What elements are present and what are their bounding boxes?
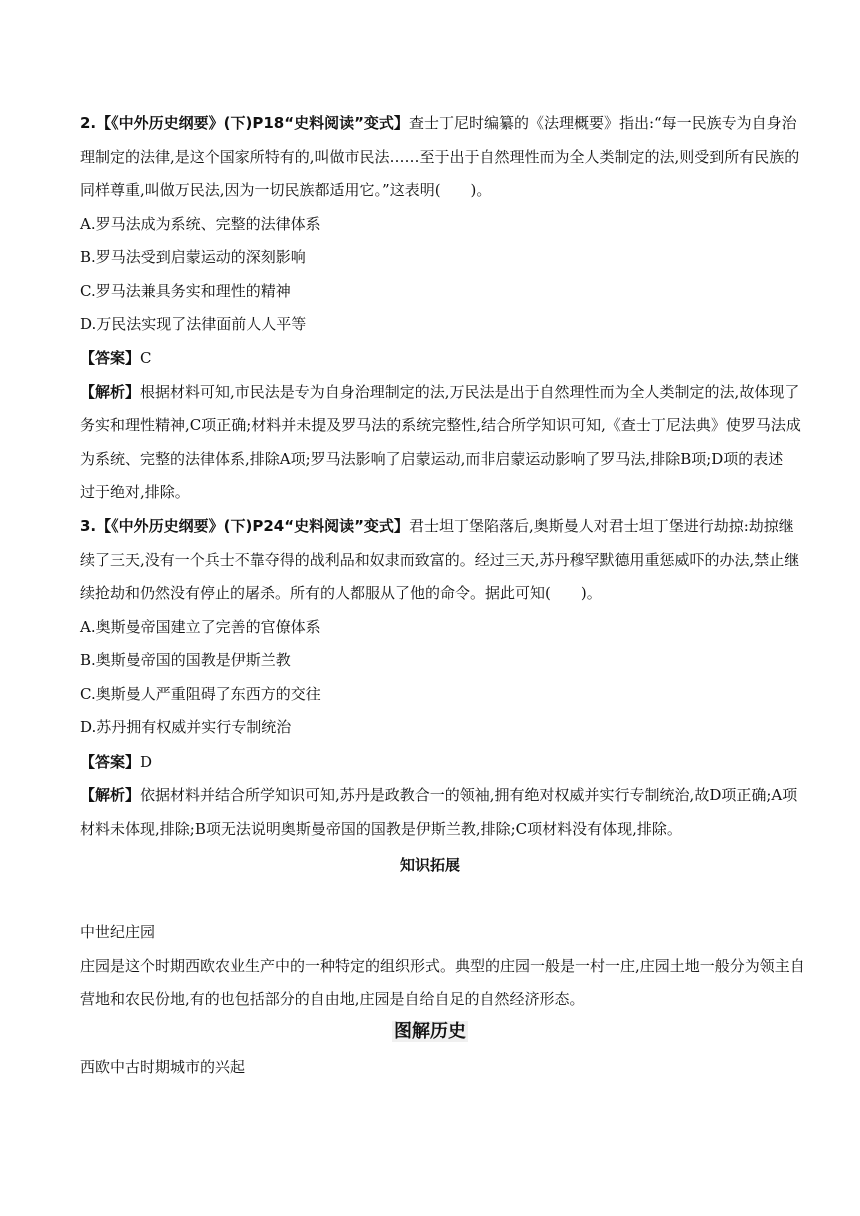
q3-option-b: B.奥斯曼帝国的国教是伊斯兰教 — [80, 651, 291, 669]
q2-analysis-line-4: 过于绝对,排除。 — [80, 483, 190, 501]
q2-option-b: B.罗马法受到启蒙运动的深刻影响 — [80, 248, 306, 266]
q3-option-d: D.苏丹拥有权威并实行专制统治 — [80, 718, 292, 736]
q2-answer — [80, 348, 152, 368]
answer-label: 【答案】 — [80, 349, 141, 367]
knowledge-body-line-2: 营地和农民份地,有的也包括部分的自由地,庄园是自给自足的自然经济形态。 — [80, 990, 585, 1008]
analysis-label: 【解析】 — [80, 786, 141, 804]
illustrated-topic: 西欧中古时期城市的兴起 — [80, 1058, 246, 1076]
q3-answer — [80, 752, 152, 772]
q3-option-a: A.奥斯曼帝国建立了完善的官僚体系 — [80, 618, 321, 636]
q3-stem-line-3: 续抢劫和仍然没有停止的屠杀。所有的人都服从了他的命令。据此可知( )。 — [80, 584, 602, 602]
q2-stem-line-1: 2.【《中外历史纲要》(下)P18“史料阅读”变式】查士丁尼时编纂的《法理概要》指出:“每一民族专为自身治 — [80, 114, 797, 132]
knowledge-body-line-1: 庄园是这个时期西欧农业生产中的一种特定的组织形式。典型的庄园一般是一村一庄,庄园土地一般分为领主自 — [80, 957, 805, 975]
q2-option-a: A.罗马法成为系统、完整的法律体系 — [80, 215, 321, 233]
answer-value: D — [140, 753, 153, 771]
analysis-label: 【解析】 — [80, 383, 141, 401]
q2-option-d: D.万民法实现了法律面前人人平等 — [80, 315, 307, 333]
illustrated-heading: 图解历史 — [394, 1021, 466, 1042]
answer-label: 【答案】 — [80, 753, 141, 771]
q2-stem-line-2: 理制定的法律,是这个国家所特有的,叫做市民法……至于出于自然理性而为全人类制定的法,则受到所有民族的 — [80, 148, 800, 166]
knowledge-topic: 中世纪庄园 — [80, 923, 156, 941]
q2-stem-line-3: 同样尊重,叫做万民法,因为一切民族都适用它。”这表明( )。 — [80, 181, 492, 199]
q3-stem-line-1: 3.【《中外历史纲要》(下)P24“史料阅读”变式】君士坦丁堡陷落后,奥斯曼人对君士坦丁堡进行劫掠:劫掠继 — [80, 517, 794, 535]
answer-value: C — [140, 349, 152, 367]
q3-reference: 3.【《中外历史纲要》(下)P24“史料阅读”变式】 — [80, 517, 409, 535]
knowledge-heading: 知识拓展 — [399, 856, 460, 874]
q2-analysis-line-1: 【解析】根据材料可知,市民法是专为自身治理制定的法,万民法是出于自然理性而为全人类制定的法,故体现了 — [80, 383, 800, 401]
q2-analysis-line-3: 为系统、完整的法律体系,排除A项;罗马法影响了启蒙运动,而非启蒙运动影响了罗马法,排除B项;D项的表述 — [80, 450, 784, 468]
q2-analysis-line-2: 务实和理性精神,C项正确;材料并未提及罗马法的系统完整性,结合所学知识可知,《查士丁尼法典》使罗马法成 — [80, 416, 801, 434]
q3-stem-line-2: 续了三天,没有一个兵士不靠夺得的战利品和奴隶而致富的。经过三天,苏丹穆罕默德用重惩威吓的办法,禁止继 — [80, 551, 800, 569]
q3-option-c: C.奥斯曼人严重阻碍了东西方的交往 — [80, 685, 321, 703]
q3-analysis-line-1: 【解析】依据材料并结合所学知识可知,苏丹是政教合一的领袖,拥有绝对权威并实行专制统治,故D项正确;A项 — [80, 786, 798, 804]
q2-option-c: C.罗马法兼具务实和理性的精神 — [80, 282, 291, 300]
q3-analysis-line-2: 材料未体现,排除;B项无法说明奥斯曼帝国的国教是伊斯兰教,排除;C项材料没有体现,排除。 — [80, 820, 682, 838]
q2-reference: 2.【《中外历史纲要》(下)P18“史料阅读”变式】 — [80, 114, 409, 132]
